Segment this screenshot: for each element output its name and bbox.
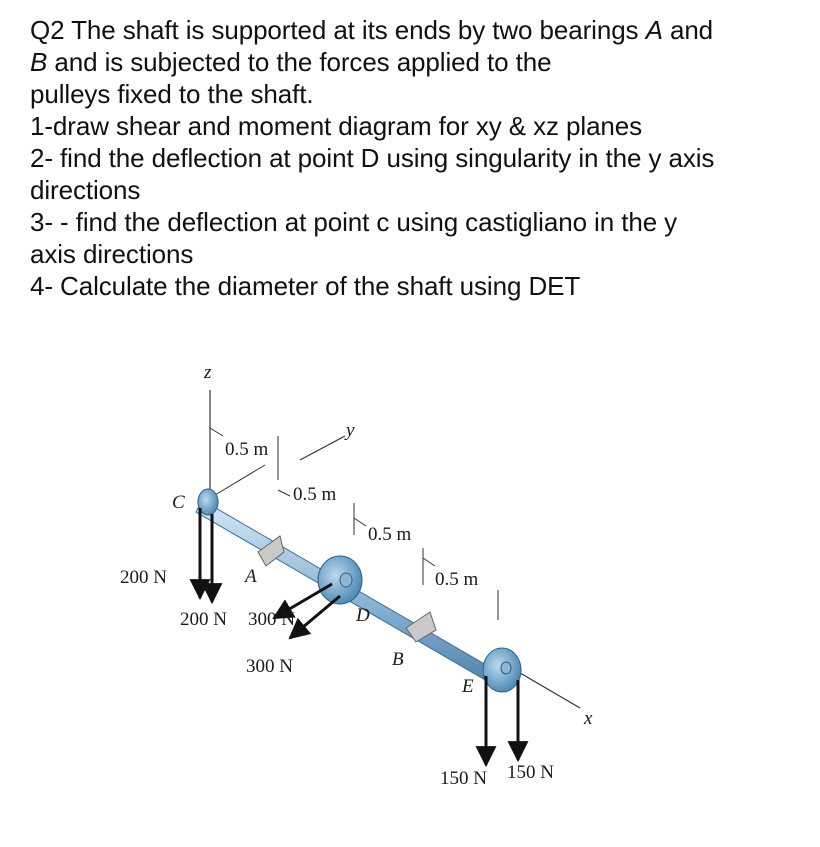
shaft-diagram	[100, 340, 660, 840]
y-axis	[300, 436, 345, 460]
dimension-label: 0.5 m	[293, 484, 337, 505]
problem-statement	[30, 14, 800, 302]
force-label-c2: 200 N	[180, 609, 227, 630]
force-label-c: 200 N	[120, 567, 167, 588]
dimension-label: 0.5 m	[368, 524, 412, 545]
force-label-d2: 300 N	[246, 656, 293, 677]
dimension-tick	[423, 558, 435, 566]
z-axis-label: z	[204, 362, 212, 383]
force-label-d1: 300 N	[248, 609, 295, 630]
task-2: 2- find the deflection at point D using singularity in the y axis	[30, 143, 715, 173]
force-label-e2: 150 N	[507, 762, 554, 783]
pulley-e-hub	[501, 662, 511, 674]
x-axis-label: x	[584, 708, 593, 729]
reference-line	[210, 465, 265, 498]
dimension-label: 0.5 m	[435, 569, 479, 590]
task-3: 3- - find the deflection at point c using castigliano in the y	[30, 207, 678, 237]
statement-text: and	[662, 15, 714, 45]
task-3-cont: axis directions	[30, 239, 194, 269]
statement-text: Q2 The shaft is supported at its ends by two bearings	[30, 15, 646, 45]
variable-a: A	[645, 15, 663, 45]
dimension-tick	[210, 428, 223, 436]
dimension-tick	[354, 518, 366, 526]
point-b-label: B	[392, 649, 404, 670]
force-arrow-d-2	[290, 596, 340, 638]
point-a-label: A	[245, 566, 257, 587]
shaft-figure	[100, 340, 660, 840]
statement-text: and is subjected to the forces applied to the	[47, 47, 552, 77]
statement-line-3: pulleys fixed to the shaft.	[30, 79, 314, 109]
point-c-label: C	[172, 492, 185, 513]
pulley-d-hub	[340, 573, 352, 587]
statement-line-2	[30, 46, 800, 78]
dimension-label: 0.5 m	[225, 439, 269, 460]
task-4: 4- Calculate the diameter of the shaft using DET	[30, 271, 581, 301]
force-label-e1: 150 N	[440, 768, 487, 789]
dimension-tick	[278, 490, 290, 496]
statement-line-1	[30, 14, 800, 46]
x-axis	[515, 670, 580, 708]
point-e-label: E	[462, 676, 474, 697]
point-d-label: D	[356, 605, 370, 626]
variable-b: B	[30, 47, 48, 77]
y-axis-label: y	[346, 420, 355, 441]
task-2-cont: directions	[30, 175, 141, 205]
task-1: 1-draw shear and moment diagram for xy & xz planes	[30, 111, 643, 141]
